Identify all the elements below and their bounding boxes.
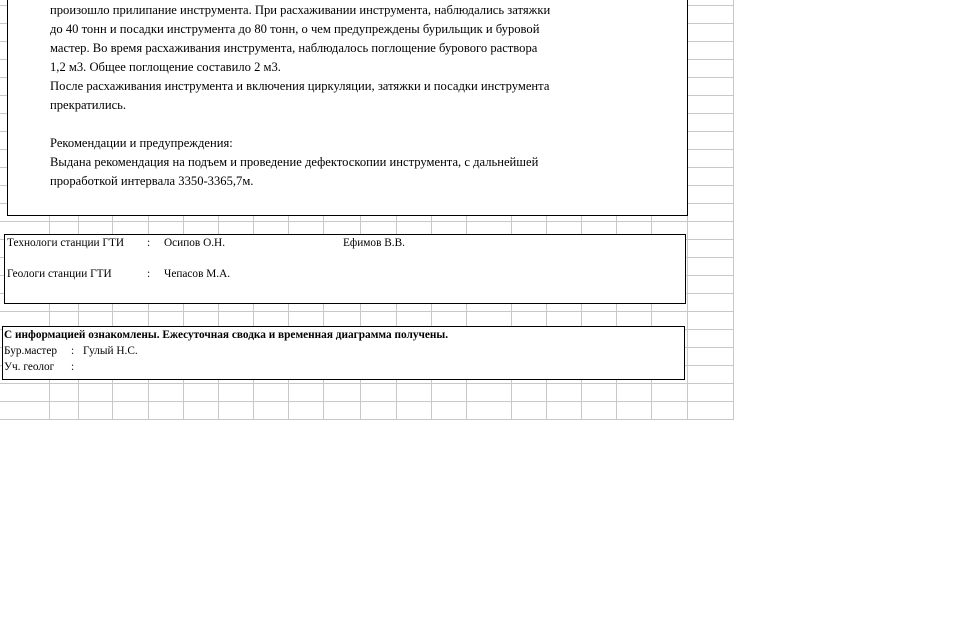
site-geologist-label: Уч. геолог [4,361,55,373]
grid-column-line [733,0,734,420]
report-body [50,1,650,191]
acknowledgement-heading: С информацией ознакомлены. Ежесуточная сводка и временная диаграмма получены. [4,329,449,341]
geologist-name: Чепасов М.А. [164,268,231,280]
grid-row-line [0,419,733,420]
drilling-master-label: Бур.мастер [4,345,58,357]
staff-signatures-block [4,234,686,304]
report-line: мастер. Во время расхаживания инструмента, наблюдалось поглощение бурового раствора [50,41,538,55]
report-line: до 40 тонн и посадки инструмента до 80 тонн, о чем предупреждены бурильщик и буровой [50,22,540,36]
geologists-separator: : [147,268,151,280]
grid-row-line [0,221,733,222]
recommendations-heading: Рекомендации и предупреждения: [50,136,233,150]
geologists-label: Геологи станции ГТИ [7,268,112,280]
technologist-name: Ефимов В.В. [343,237,405,249]
grid-row-line [0,383,733,384]
technologist-name: Осипов О.Н. [164,237,226,249]
report-line: проработкой интервала 3350-3365,7м. [50,174,254,188]
drilling-master-name: Гулый Н.С. [83,345,138,357]
report-line [50,115,650,134]
grid-row-line [0,311,733,312]
site-geologist-separator: : [71,361,75,373]
report-line: 1,2 м3. Общее поглощение составило 2 м3. [50,60,281,74]
technologists-label: Технологи станции ГТИ [7,237,125,249]
technologists-separator: : [147,237,151,249]
report-line: прекратились. [50,98,127,112]
grid-row-line [0,401,733,402]
report-line: После расхаживания инструмента и включения циркуляции, затяжки и посадки инструмента [50,79,550,93]
report-text-block [7,0,688,216]
report-line: Выдана рекомендация на подъем и проведение дефектоскопии инструмента, с дальнейшей [50,155,539,169]
acknowledgement-block [2,326,685,380]
report-line: произошло прилипание инструмента. При расхаживании инструмента, наблюдались затяжки [50,3,551,17]
drilling-master-separator: : [71,345,75,357]
